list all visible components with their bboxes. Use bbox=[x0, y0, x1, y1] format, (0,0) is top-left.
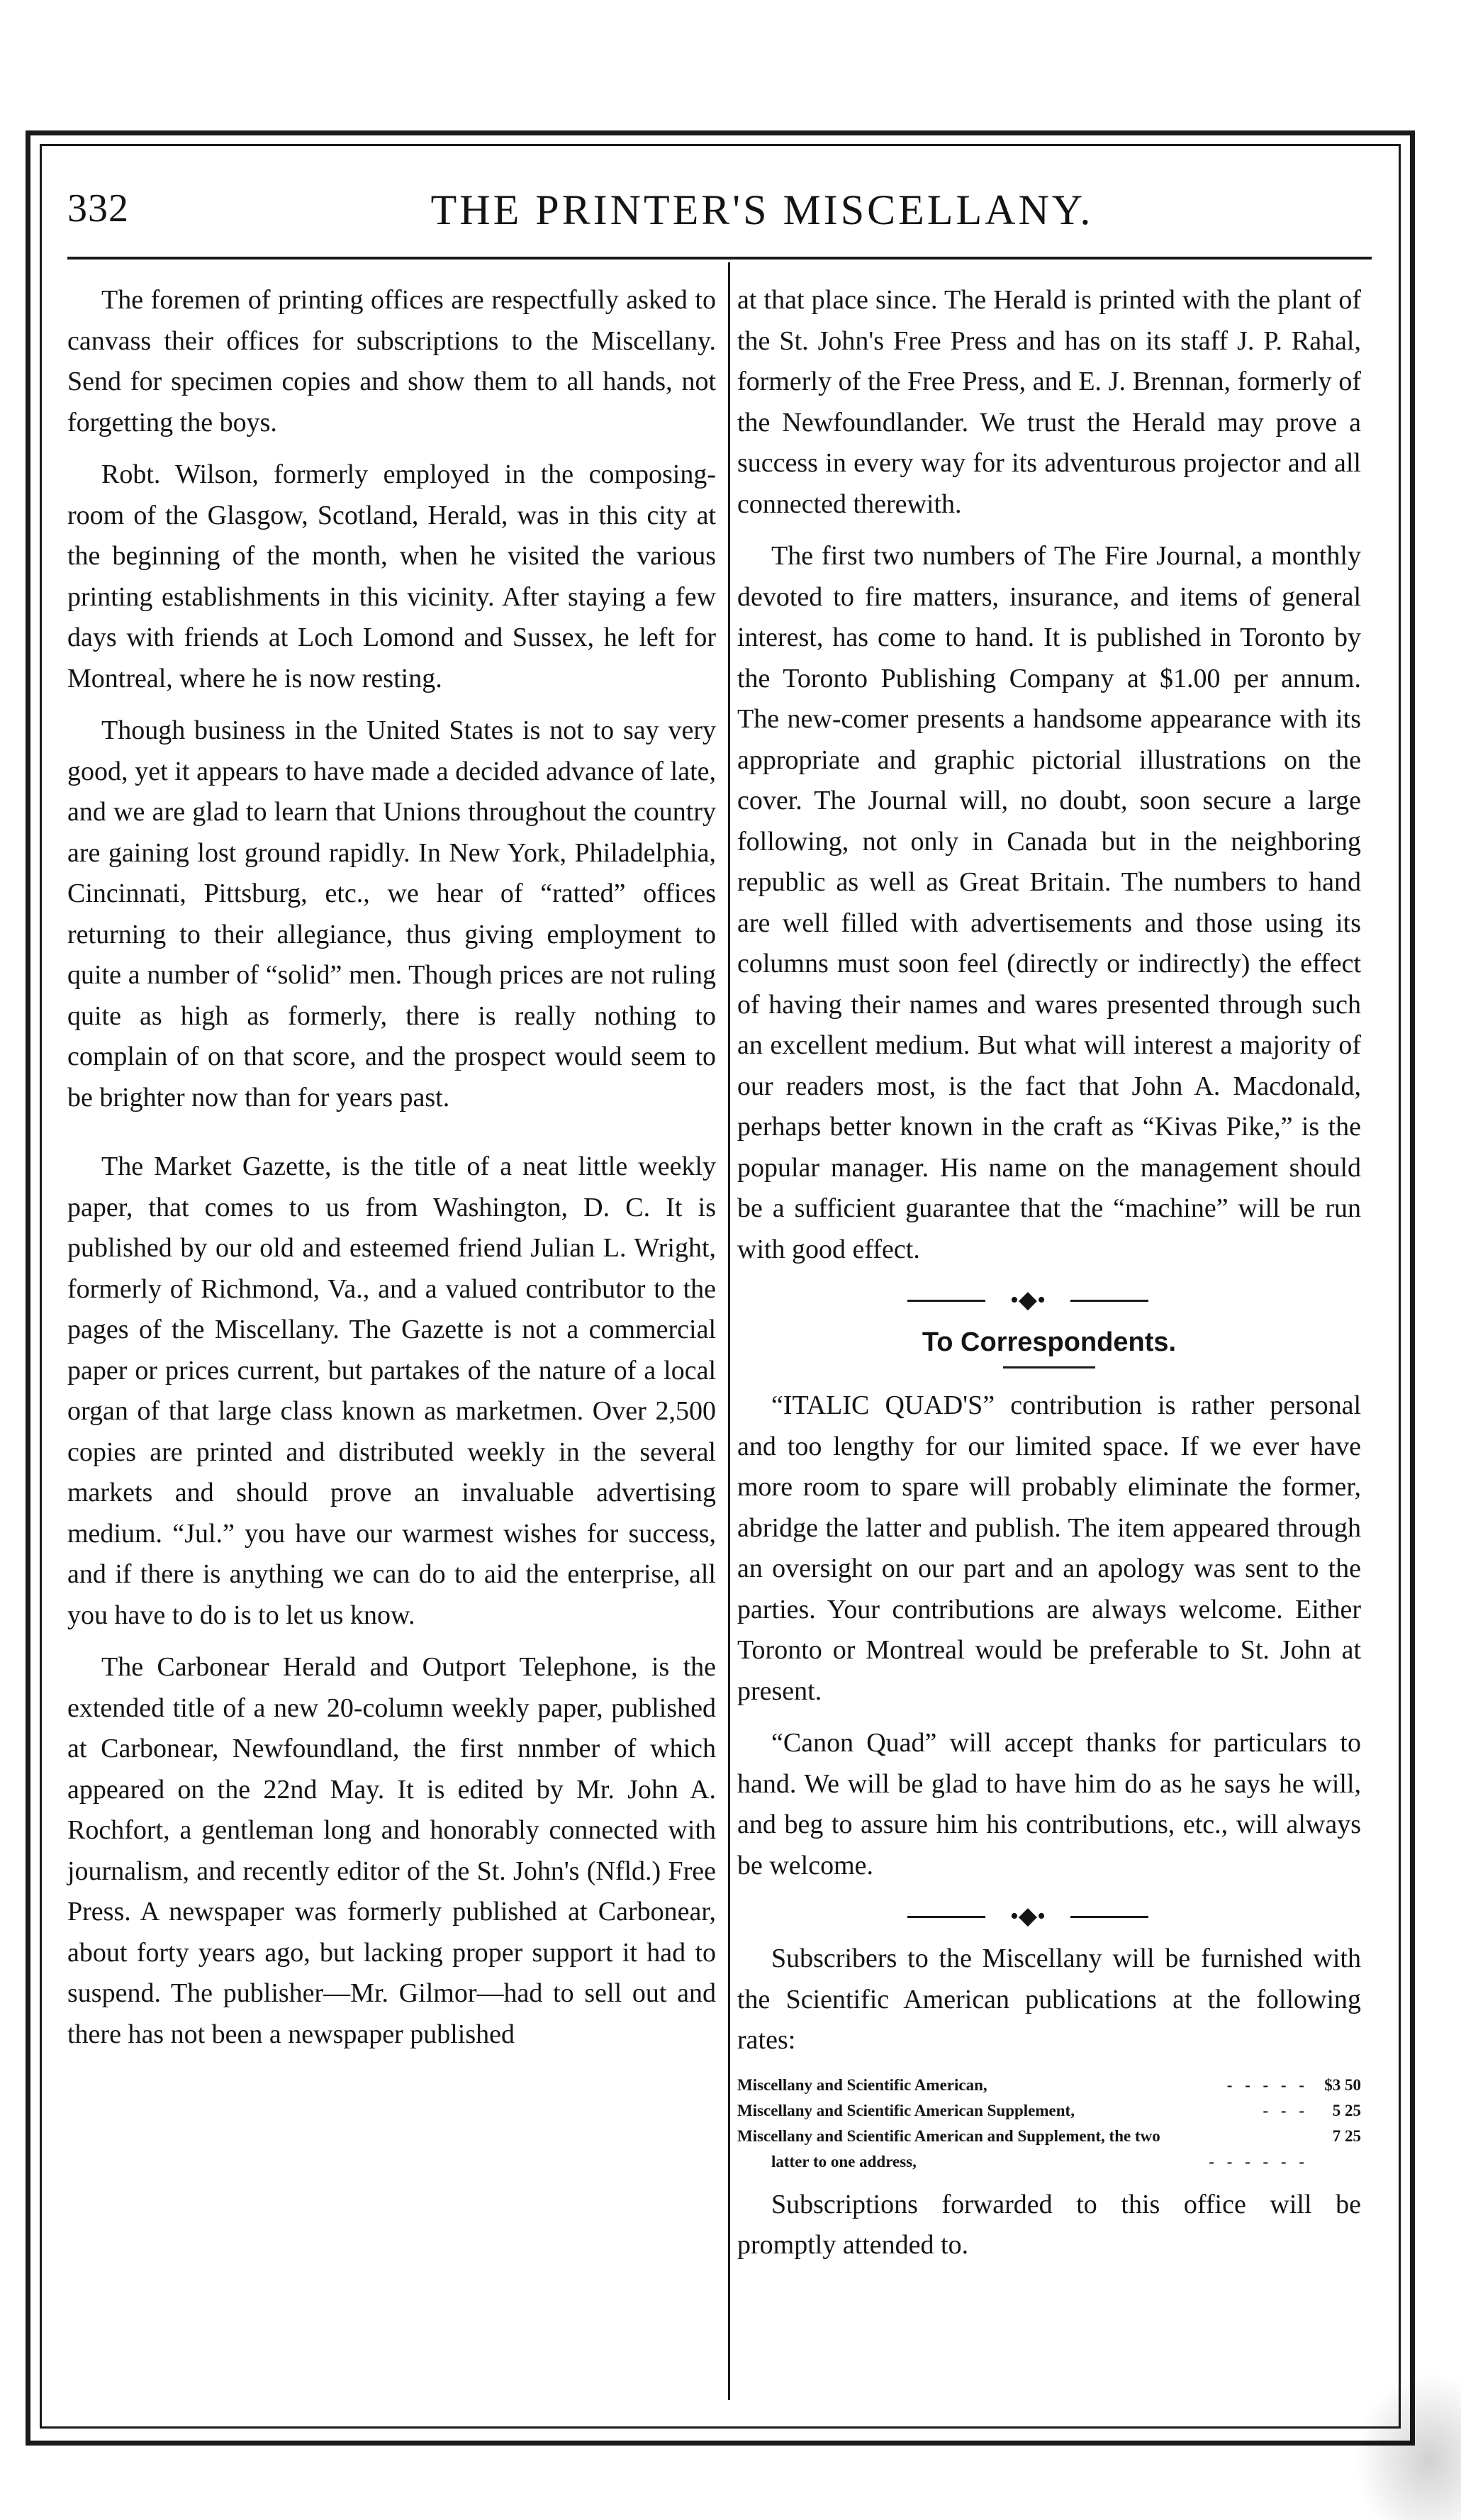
rate-price bbox=[1316, 2149, 1361, 2175]
paragraph-herald-continued: at that place since. The Herald is printed with the plant of the St. John's Free Press and has on its staff J. P. Rahal, formerly of the Free Press, and E. J. Brennan, formerly of the Newfoundlander. We trust the Herald may prove a success in every way for its adventurous projector and all connected therewith. bbox=[737, 285, 1361, 519]
right-column bbox=[737, 280, 1361, 2278]
rate-leader: - - - - - bbox=[1226, 2075, 1309, 2094]
paragraph-united-states-business: Though business in the United States is not to say very good, yet it appears to have made a decided advance of late, and we are glad to learn that Unions throughout the country are gaining lost ground rapidly. In New York, Philadelphia, Cincinnati, Pittsburg, etc., we hear of “ratted” offices returning to their allegiance, thus giving employment to quite a number of “solid” men. Though prices are not ruling quite as high as formerly, there is really nothing to complain of on that score, and the prospect would seem to be brighter now than for years past. bbox=[67, 715, 716, 1113]
paragraph-canon-quad: “Canon Quad” will accept thanks for particulars to hand. We will be glad to have him do as he says he will, and beg to assure him his contributions, etc., will always be welcome. bbox=[737, 1728, 1361, 1880]
page-header bbox=[67, 186, 1372, 250]
header-rule bbox=[67, 257, 1372, 260]
ornamental-divider bbox=[737, 1281, 1361, 1320]
heading-rule bbox=[1003, 1366, 1095, 1368]
rate-leader bbox=[1160, 2124, 1316, 2149]
rate-row bbox=[737, 2124, 1361, 2149]
rate-label: latter to one address, bbox=[771, 2152, 917, 2170]
running-title: THE PRINTER'S MISCELLANY. bbox=[430, 186, 1094, 233]
divider-line-right bbox=[1070, 1300, 1148, 1302]
ornamental-divider-2 bbox=[737, 1897, 1361, 1936]
rates-table bbox=[737, 2073, 1361, 2175]
divider-line-left bbox=[907, 1916, 985, 1918]
rate-label: Miscellany and Scientific American, bbox=[737, 2075, 987, 2094]
paragraph-robt-wilson: Robt. Wilson, formerly employed in the composing-room of the Glasgow, Scotland, Herald, was in this city at the beginning of the month, when he visited the various printing establishments in this vicinity. After staying a few days with friends at Loch Lomond and Sussex, he left for Montreal, where he is now resting. bbox=[67, 459, 716, 693]
paragraph-carbonear-herald: The Carbonear Herald and Outport Telephone, is the extended title of a new 20-column weekly paper, published at Carbonear, Newfoundland, the first nnmber of which appeared on the 22nd May. It is edited by Mr. John A. Rochfort, a gentleman long and honorably connected with journalism, and recently editor of the St. John's (Nfld.) Free Press. A newspaper was formerly published at Carbonear, about forty years ago, but lacking proper support it had to suspend. The publisher—Mr. Gilmor—had to sell out and there has not been a newspaper published bbox=[67, 1652, 716, 2049]
rate-label: Miscellany and Scientific American and Supplement, the two bbox=[737, 2126, 1160, 2145]
rate-price: 5 25 bbox=[1332, 2101, 1361, 2119]
paragraph-subscriptions-forwarded: Subscriptions forwarded to this office will be promptly attended to. bbox=[737, 2189, 1361, 2260]
rate-price: 7 25 bbox=[1332, 2126, 1361, 2145]
divider-ornament-icon: •◆• bbox=[1010, 1287, 1046, 1313]
paper-stain bbox=[1355, 2371, 1461, 2520]
rate-row bbox=[737, 2098, 1361, 2124]
paragraph-italic-quad: “ITALIC QUAD'S” contribution is rather personal and too lengthy for our limited space. If we ever have more room to spare will probably eliminate the former, abridge the latter and publish. The item appeared through an oversight on our part and an apology was sent to the parties. Your contributions are always welcome. Either Toronto or Montreal would be preferable to St. John at present. bbox=[737, 1390, 1361, 1706]
rate-leader: - - - bbox=[1263, 2101, 1309, 2119]
page-number: 332 bbox=[67, 186, 129, 230]
paragraph-canvass-subscriptions: The foremen of printing offices are respectfully asked to canvass their offices for subscriptions to the Miscellany. Send for specimen copies and show them to all hands, not forgetting the boys. bbox=[67, 285, 716, 437]
rate-leader: - - - - - - bbox=[1209, 2152, 1309, 2170]
column-divider bbox=[728, 262, 730, 2400]
rate-price: $3 50 bbox=[1324, 2075, 1361, 2094]
divider-line-right bbox=[1070, 1916, 1148, 1918]
rate-row bbox=[737, 2073, 1361, 2098]
rate-label: Miscellany and Scientific American Supplement, bbox=[737, 2101, 1075, 2119]
paragraph-fire-journal: The first two numbers of The Fire Journal, a monthly devoted to fire matters, insurance, and items of general interest, has come to hand. It is published in Toronto by the Toronto Publishing Company at $1.00 per annum. The new-comer presents a handsome appearance with its appropriate and graphic pictorial illustrations on the cover. The Journal will, no doubt, soon secure a large following, not only in Canada but in the neighboring republic as well as Great Britain. The numbers to hand are well filled with advertisements and those using its columns must soon feel (directly or indirectly) the effect of having their names and wares presented through such an excellent medium. But what will interest a majority of our readers most, is the fact that John A. Macdonald, perhaps better known in the craft as “Kivas Pike,” is the popular manager. His name on the management should be a sufficient guarantee that the “machine” will be run with good effect. bbox=[737, 541, 1361, 1264]
divider-line-left bbox=[907, 1300, 985, 1302]
section-heading-correspondents: To Correspondents. bbox=[922, 1327, 1177, 1357]
rate-row bbox=[737, 2149, 1361, 2175]
paragraph-subscribers: Subscribers to the Miscellany will be furnished with the Scientific American publications at the following rates: bbox=[737, 1944, 1361, 2055]
divider-ornament-icon: •◆• bbox=[1010, 1903, 1046, 1929]
paragraph-market-gazette: The Market Gazette, is the title of a neat little weekly paper, that comes to us from Washington, D. C. It is published by our old and esteemed friend Julian L. Wright, formerly of Richmond, Va., and a valued contributor to the pages of the Miscellany. The Gazette is not a commercial paper or prices current, but partakes of the nature of a local organ of that large class known as marketmen. Over 2,500 copies are printed and distributed weekly in the several markets and should prove an invaluable advertising medium. “Jul.” you have our warmest wishes for success, and if there is anything we can do to aid the enterprise, all you have to do is to let us know. bbox=[67, 1152, 716, 1630]
left-column bbox=[67, 280, 716, 2066]
